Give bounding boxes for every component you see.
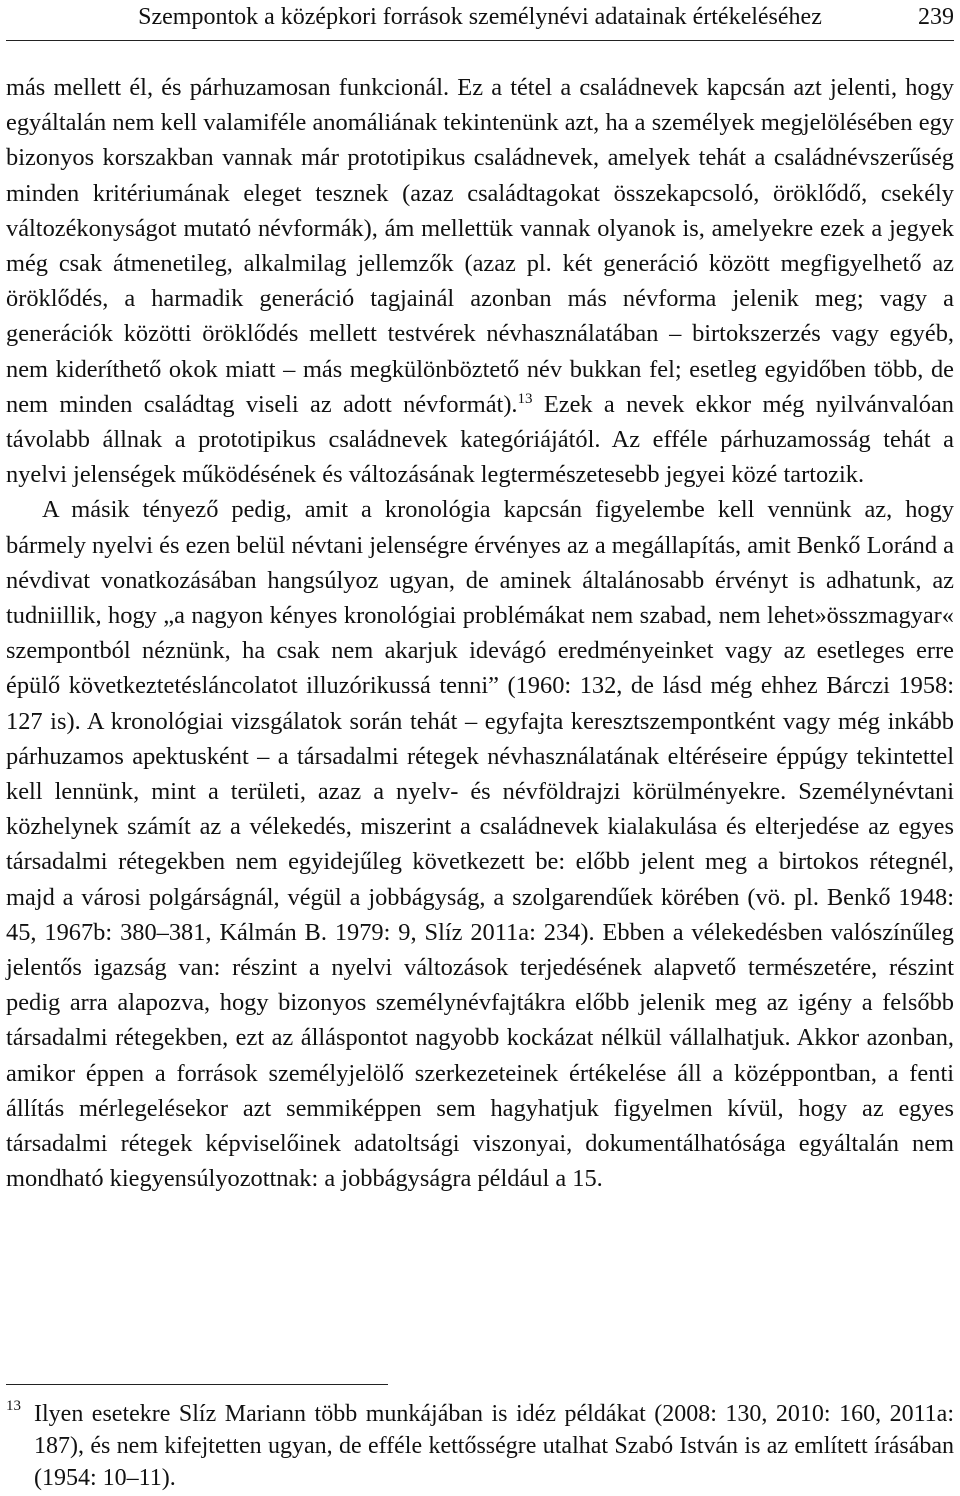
- footnote-divider: [6, 1384, 388, 1385]
- running-title: Szempontok a középkori források személynévi adatainak értékeléséhez: [138, 4, 822, 30]
- paragraph-1-text: más mellett él, és párhuzamosan funkcionál. Ez a tétel a családnevek kapcsán azt jelenti, hogy egyáltalán nem kell valamiféle anomáliának tekintenünk azt, ha a személyek megjelölésében egy bizonyos korszakban vannak már prototipikus családnevek, amelyek tehát a családnévszerűség minden kritériumának eleget tesznek (azaz családtagokat összekapcsoló, öröklődő, csekély változékonyságot mutató névformák), ám mellettük vannak olyanok is, amelyekre ezek a jegyek még csak átmenetileg, alkalmilag jellemzők (azaz pl. két generáció között megfigyelhető az öröklődés, a harmadik generáció tagjainál azonban más névforma jelenik meg; vagy a generációk közötti öröklődés mellett testvérek névhasználatában – birtokszerzés vagy egyéb, nem kideríthető okok miatt – más megkülönböztető név bukkan fel; esetleg egyidőben több, de nem minden családtag viseli az adott névformát).: [6, 74, 954, 418]
- paragraph-1: [6, 70, 954, 492]
- footnote: [6, 1398, 954, 1494]
- footnote-reference: 13: [517, 390, 533, 407]
- body-text: [6, 70, 954, 1197]
- page-number: 239: [918, 4, 954, 30]
- footnote-text: Ilyen esetekre Slíz Mariann több munkájában is idéz példákat (2008: 130, 2010: 160, 2011a: 187), és nem kifejtetten ugyan, de efféle kettősségre utalhat Szabó István is az említett írásában (1954: 10–11).: [34, 1401, 954, 1491]
- paragraph-2: A másik tényező pedig, amit a kronológia kapcsán figyelembe kell vennünk az, hogy bármely nyelvi és ezen belül névtani jelenségre érvényes az a megállapítás, amit Benkő Loránd a névdivat vonatkozásában hangsúlyoz ugyan, de aminek általánosabb érvényt is adhatunk, az tudniillik, hogy „a nagyon kényes kronológiai problémákat nem szabad, nem lehet»összmagyar« szempontból néznünk, ha csak nem akarjuk idevágó eredményeinket vagy az esetleges erre épülő következtetésláncolatot illuzórikussá tenni” (1960: 132, de lásd még ehhez Bárczi 1958: 127 is). A kronológiai vizsgálatok során tehát – egyfajta keresztszempontként vagy még inkább párhuzamos apektusként – a társadalmi rétegek névhasználatának eltéréseire éppúgy tekintettel kell lennünk, mint a területi, azaz a nyelv- és névföldrajzi körülményekre. Személynévtani közhelynek számít az a vélekedés, miszerint a családnevek kialakulása és elterjedése az egyes társadalmi rétegekben nem egyidejűleg következett be: előbb jelent meg a birtokos rétegnél, majd a városi polgárságnál, végül a jobbágyság, a szolgarendűek körében (vö. pl. Benkő 1948: 45, 1967b: 380–381, Kálmán B. 1979: 9, Slíz 2011a: 234). Ebben a vélekedésben valószínűleg jelentős igazság van: részint a nyelvi változások terjedésének alapvető természetére, részint pedig arra alapozva, hogy bizonyos személynévfajtákra előbb jelenik meg az igény a felsőbb társadalmi rétegekben, ezt az álláspontot nagyobb kockázat nélkül vállalhatjuk. Akkor azonban, amikor éppen a források személyjelölő szerkezeteinek értékelése áll a középpontban, a fenti állítás mérlegelésekor azt semmiképpen sem hagyhatjuk figyelmen kívül, hogy az egyes társadalmi rétegek képviselőinek adatoltsági viszonyai, dokumentálhatósága egyáltalán nem mondható kiegyensúlyozottnak: a jobbágyságra például a 15.: [6, 496, 954, 1193]
- footnote-number: 13: [6, 1398, 21, 1414]
- running-header: [6, 0, 954, 41]
- paragraph-1-continuation: Ezek a nevek ekkor még nyilvánvalóan távolabb állnak a prototipikus családnevek kategóriájától. Az efféle párhuzamosság tehát a nyelvi jelenségek működésének és változásának legtermészetesebb jegyei közé tartozik.: [6, 390, 954, 489]
